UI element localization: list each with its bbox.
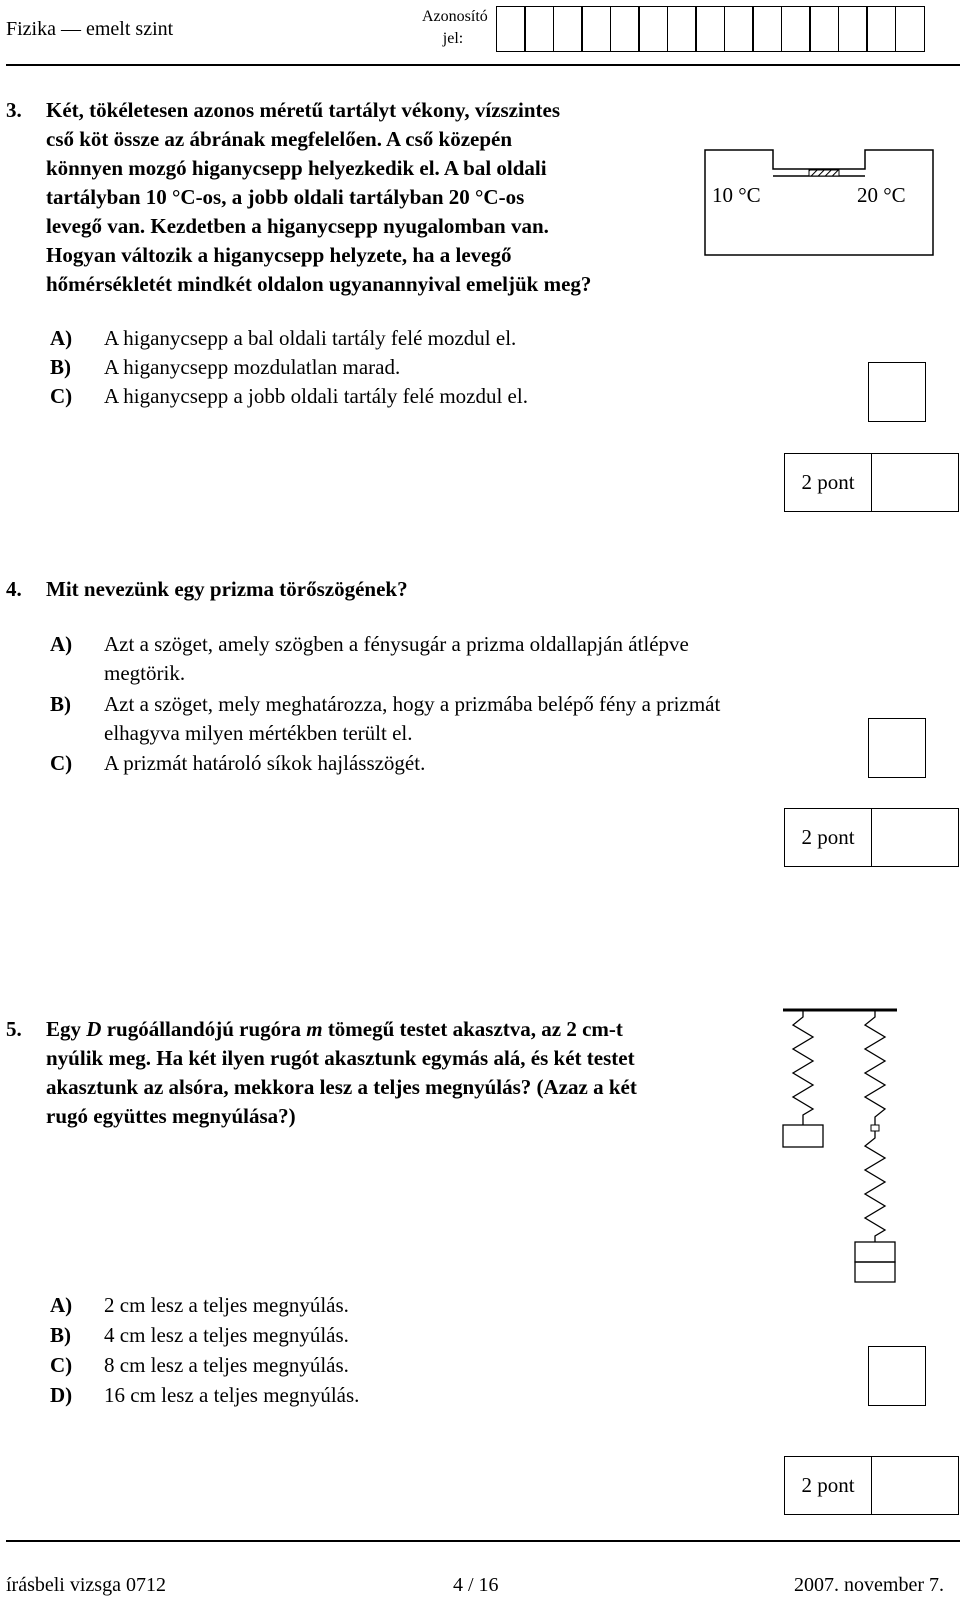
q3-score-box[interactable] (872, 453, 959, 512)
q4-question: Mit nevezünk egy prizma törőszögének? (46, 577, 408, 601)
q4-points (784, 808, 959, 867)
id-box[interactable] (553, 6, 583, 52)
q5-number: 5. (6, 1017, 22, 1041)
id-box[interactable] (496, 6, 526, 52)
q4-number: 4. (6, 577, 22, 601)
q3-option-a-letter: A) (50, 326, 73, 350)
q4-option-c-letter: C) (50, 751, 73, 775)
q3-option-b-text: A higanycsepp mozdulatlan marad. (104, 355, 401, 379)
single-spring (793, 1010, 813, 1125)
q3-points-label: 2 pont (784, 453, 872, 512)
q5-points-label: 2 pont (784, 1456, 872, 1515)
q3-line: levegő van. Kezdetben a higanycsepp nyugalomban van. (46, 214, 549, 238)
q4-option-b-line1: Azt a szöget, mely meghatározza, hogy a prizmába belépő fény a prizmát (104, 692, 721, 716)
q5-line1-part: Egy (46, 1017, 87, 1041)
id-box[interactable] (781, 6, 811, 52)
q5-line1-part: tömegű testet akasztva, az 2 cm-t (322, 1017, 623, 1041)
header-rule (6, 64, 960, 66)
q3-line: Két, tökéletesen azonos méretű tartályt vékony, vízszintes (46, 98, 561, 122)
spring-connector (871, 1125, 879, 1131)
q3-line: hőmérsékletét mindkét oldalon ugyanannyival emeljük meg? (46, 272, 592, 296)
q3-line: Hogyan változik a higanycsepp helyzete, ha a levegő (46, 243, 512, 267)
q4-option-a-line1: Azt a szöget, amely szögben a fénysugár a prizma oldallapján átlépve (104, 632, 689, 656)
q5-points (784, 1456, 959, 1515)
q5-text (46, 1015, 637, 1131)
id-box[interactable] (638, 6, 668, 52)
q5-option-a-text: 2 cm lesz a teljes megnyúlás. (104, 1293, 349, 1317)
q5-option-b-letter: B) (50, 1323, 71, 1347)
id-box[interactable] (581, 6, 611, 52)
q4-option-c-text: A prizmát határoló síkok hajlásszögét. (104, 751, 426, 775)
q3-option-c-text: A higanycsepp a jobb oldali tartály felé mozdul el. (104, 384, 528, 408)
q5-line: akasztunk az alsóra, mekkora lesz a teljes megnyúlás? (Azaz a két (46, 1075, 637, 1099)
q3-line: könnyen mozgó higanycsepp helyezkedik el. A bal oldali (46, 156, 547, 180)
id-box[interactable] (809, 6, 839, 52)
right-temp-label: 20 °C (857, 183, 906, 207)
q3-text (46, 96, 591, 299)
id-box[interactable] (838, 6, 868, 52)
q4-option-b-line2: elhagyva milyen mértékben terült el. (104, 721, 413, 745)
q3-option-c-letter: C) (50, 384, 73, 408)
id-box[interactable] (866, 6, 896, 52)
q5-option-d-text: 16 cm lesz a teljes megnyúlás. (104, 1383, 360, 1407)
q3-line: tartályban 10 °C-os, a jobb oldali tartályban 20 °C-os (46, 185, 525, 209)
q4-option-b-letter: B) (50, 692, 71, 716)
q3-line: cső köt össze az ábrának megfelelően. A cső közepén (46, 127, 513, 151)
q5-option-c-letter: C) (50, 1353, 73, 1377)
footer-rule (6, 1540, 960, 1542)
single-mass (783, 1125, 823, 1147)
id-box[interactable] (724, 6, 754, 52)
q3-points (784, 453, 959, 512)
id-box[interactable] (610, 6, 640, 52)
q5-line: nyúlik meg. Ha két ilyen rugót akasztunk egymás alá, és két testet (46, 1046, 635, 1070)
id-box[interactable] (524, 6, 554, 52)
q4-option-b-text (104, 690, 720, 748)
q5-symbol-d: D (86, 1017, 102, 1041)
q5-line1 (46, 1015, 637, 1044)
q5-option-a-letter: A) (50, 1293, 73, 1317)
header-title: Fizika — emelt szint (6, 18, 174, 40)
q4-option-a-line2: megtörik. (104, 661, 186, 685)
q4-option-a-text (104, 630, 689, 688)
tanks-diagram (700, 145, 940, 263)
lower-mass (855, 1262, 895, 1282)
id-box[interactable] (695, 6, 725, 52)
q5-answer-box[interactable] (868, 1346, 926, 1406)
id-boxes (497, 6, 925, 52)
upper-spring (865, 1010, 885, 1125)
mercury-drop (809, 170, 839, 176)
q4-answer-box[interactable] (868, 718, 926, 778)
q3-option-a-text: A higanycsepp a bal oldali tartály felé mozdul el. (104, 326, 517, 350)
left-temp-label: 10 °C (712, 183, 761, 207)
q5-option-b-text: 4 cm lesz a teljes megnyúlás. (104, 1323, 349, 1347)
q5-score-box[interactable] (872, 1456, 959, 1515)
q5-line1-part: rugóállandójú rugóra (101, 1017, 307, 1041)
q4-points-label: 2 pont (784, 808, 872, 867)
q4-score-box[interactable] (872, 808, 959, 867)
q5-symbol-m: m (306, 1017, 323, 1041)
id-box[interactable] (895, 6, 925, 52)
id-label (422, 6, 488, 50)
footer-page-number: 4 / 16 (453, 1574, 499, 1596)
id-label-line2: jel: (442, 30, 464, 47)
q5-option-c-text: 8 cm lesz a teljes megnyúlás. (104, 1353, 349, 1377)
id-box[interactable] (667, 6, 697, 52)
footer-date: 2007. november 7. (794, 1574, 944, 1596)
footer-exam: írásbeli vizsga 0712 (6, 1574, 166, 1596)
q5-option-d-letter: D) (50, 1383, 73, 1407)
q5-line: rugó együttes megnyúlása?) (46, 1104, 296, 1128)
q4-option-a-letter: A) (50, 632, 73, 656)
lower-spring (865, 1131, 885, 1242)
q3-answer-box[interactable] (868, 362, 926, 422)
q3-option-b-letter: B) (50, 355, 71, 379)
id-label-line1: Azonosító (422, 8, 488, 25)
springs-diagram (775, 1005, 905, 1285)
id-box[interactable] (752, 6, 782, 52)
upper-mass (855, 1242, 895, 1262)
q3-number: 3. (6, 98, 22, 122)
